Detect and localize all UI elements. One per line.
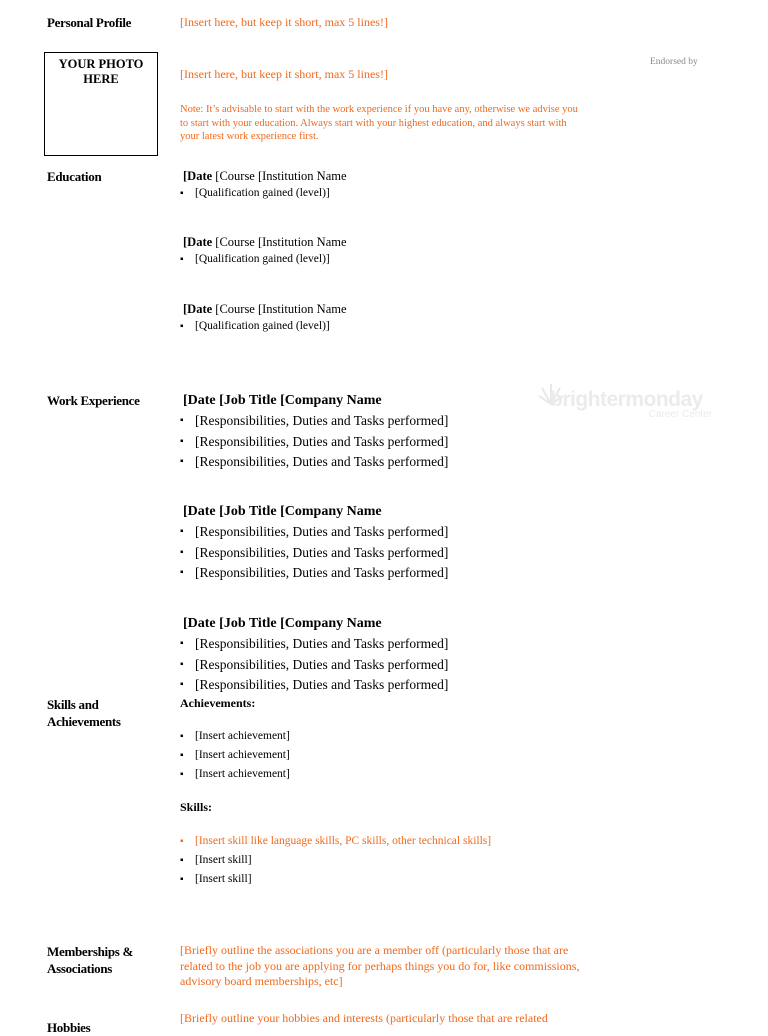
education-heading: [183, 302, 347, 317]
list-item: ▪ [Responsibilities, Duties and Tasks performed]: [180, 634, 448, 655]
list-item: ▪ [Responsibilities, Duties and Tasks performed]: [180, 452, 448, 473]
education-qualifications: [180, 250, 347, 269]
job-company: [Company Name: [280, 504, 382, 519]
job-date: [Date: [183, 393, 216, 408]
list-item: ▪ [Responsibilities, Duties and Tasks performed]: [180, 411, 448, 432]
education-course: [Course: [215, 169, 255, 183]
education-qualifications: [180, 317, 347, 336]
education-entry: [183, 235, 347, 269]
job-heading: [183, 392, 448, 410]
photo-placeholder[interactable]: [44, 52, 158, 156]
job-duties: [180, 411, 448, 473]
section-label-hobbies: Hobbies: [47, 1020, 91, 1035]
education-heading: [183, 169, 347, 184]
job-heading: [183, 503, 448, 521]
job-company: [Company Name: [280, 393, 382, 408]
skills-list: [180, 832, 491, 889]
education-institution: [Institution Name: [257, 169, 347, 183]
education-course: [Course: [215, 302, 255, 316]
list-item: ▪ [Responsibilities, Duties and Tasks performed]: [180, 522, 448, 543]
job-duties: [180, 522, 448, 584]
job-date: [Date: [183, 616, 216, 631]
list-item: ▪ [Insert skill]: [180, 851, 491, 870]
list-item: ▪ [Insert skill like language skills, PC skills, other technical skills]: [180, 832, 491, 851]
section-label-education: Education: [47, 169, 102, 184]
education-qualifications: [180, 184, 347, 203]
list-item: ▪ [Insert skill]: [180, 870, 491, 889]
hobbies-text: [Briefly outline your hobbies and interests (particularly those that are related: [180, 1011, 548, 1025]
education-date: [Date: [183, 169, 213, 183]
list-item: ▪ [Responsibilities, Duties and Tasks performed]: [180, 675, 448, 696]
job-date: [Date: [183, 504, 216, 519]
job-title: [Job Title: [219, 393, 277, 408]
list-item: ▪ [Responsibilities, Duties and Tasks performed]: [180, 432, 448, 453]
job-title: [Job Title: [219, 504, 277, 519]
education-entry: [183, 302, 347, 336]
photo-label-line1: YOUR PHOTO: [58, 57, 144, 71]
achievements-list: [180, 727, 290, 784]
photo-label-line2: HERE: [83, 72, 119, 86]
logo-brand-text: brightermonday: [550, 388, 703, 411]
list-item: ▪ [Insert achievement]: [180, 765, 290, 784]
education-institution: [Institution Name: [257, 302, 347, 316]
list-item: ▪ [Responsibilities, Duties and Tasks performed]: [180, 563, 448, 584]
profile-placeholder-2: [Insert here, but keep it short, max 5 lines!]: [180, 67, 388, 81]
job-title: [Job Title: [219, 616, 277, 631]
achievements-heading: Achievements:: [180, 696, 256, 710]
section-label-memberships: Memberships & Associations: [47, 944, 134, 976]
brightermonday-logo: [538, 378, 718, 422]
list-item: ▪ [Responsibilities, Duties and Tasks performed]: [180, 543, 448, 564]
list-item: ▪ [Qualification gained (level)]: [180, 317, 347, 336]
job-entry: [183, 392, 448, 473]
job-entry: [183, 615, 448, 696]
education-heading: [183, 235, 347, 250]
list-item: ▪ [Insert achievement]: [180, 727, 290, 746]
education-course: [Course: [215, 235, 255, 249]
list-item: ▪ [Insert achievement]: [180, 746, 290, 765]
list-item: ▪ [Responsibilities, Duties and Tasks performed]: [180, 655, 448, 676]
list-item: ▪ [Qualification gained (level)]: [180, 250, 347, 269]
job-company: [Company Name: [280, 616, 382, 631]
profile-placeholder: [Insert here, but keep it short, max 5 lines!]: [180, 15, 388, 29]
job-duties: [180, 634, 448, 696]
section-label-work-experience: Work Experience: [47, 393, 140, 408]
skills-heading: Skills:: [180, 800, 213, 814]
education-date: [Date: [183, 302, 213, 316]
list-item: ▪ [Qualification gained (level)]: [180, 184, 347, 203]
education-institution: [Institution Name: [257, 235, 347, 249]
endorsed-by: Endorsed by: [650, 57, 698, 67]
profile-note: Note: It’s advisable to start with the work experience if you have any, otherwise we advise you to start with your education. Always start with your highest education, and always start with your latest work experience first.: [180, 104, 578, 142]
section-label-skills: Skills and Achievements: [47, 697, 121, 729]
education-date: [Date: [183, 235, 213, 249]
job-entry: [183, 503, 448, 584]
section-label-personal-profile: Personal Profile: [47, 15, 132, 30]
job-heading: [183, 615, 448, 633]
logo-sub-text: Career Center: [648, 409, 712, 420]
memberships-text: [Briefly outline the associations you are a member off (particularly those that are related to the job you are applying for perhaps things you do for, like commissions, advisory board memberships, etc]: [180, 943, 580, 988]
education-entry: [183, 169, 347, 203]
